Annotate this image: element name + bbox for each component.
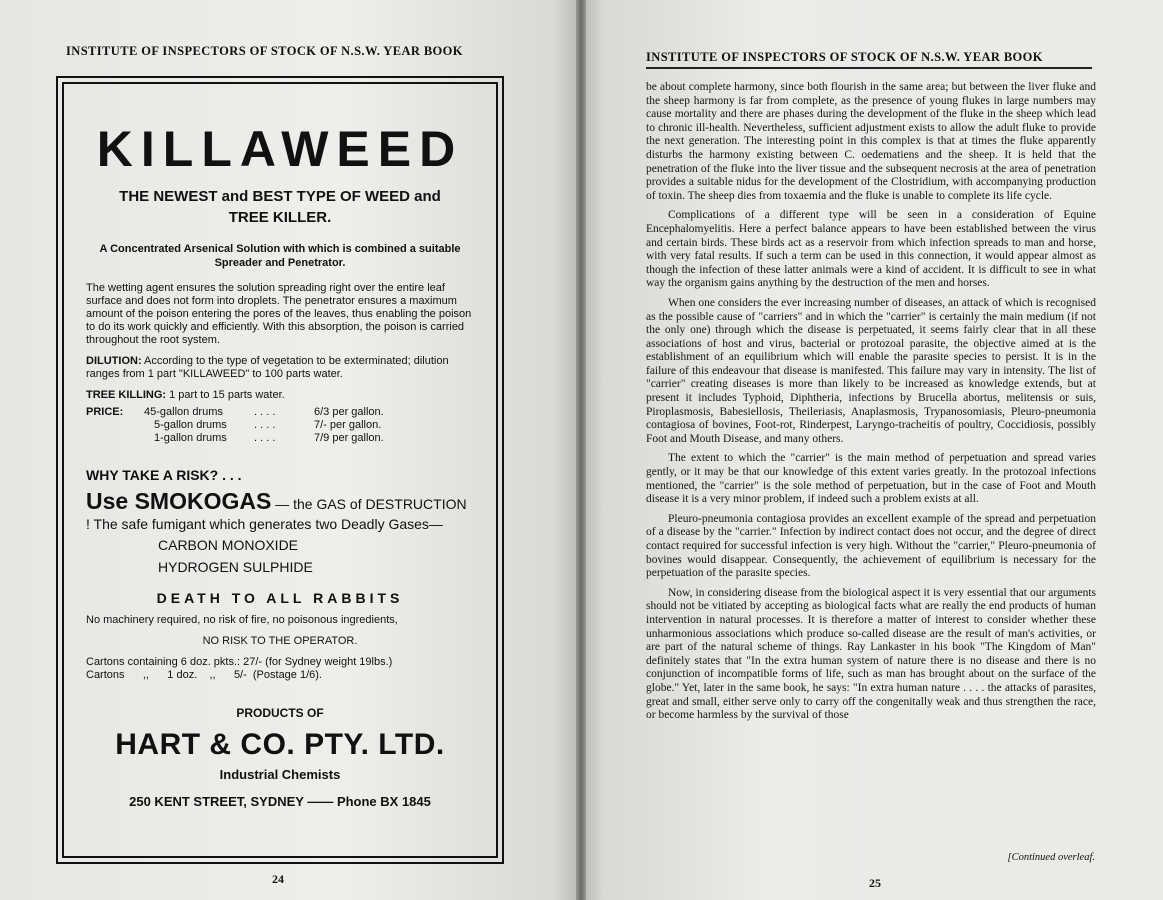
price-item: 5-gallon drums xyxy=(154,419,227,431)
dilution-text xyxy=(86,355,474,381)
book-gutter xyxy=(576,0,586,900)
gas-hydrogen-sulphide: HYDROGEN SULPHIDE xyxy=(158,559,313,575)
death-to-rabbits: DEATH TO ALL RABBITS xyxy=(156,590,404,606)
price-value: 6/3 per gallon. xyxy=(314,406,384,418)
risk-heading: WHY TAKE A RISK? . . . xyxy=(86,467,242,483)
price-item: 1-gallon drums xyxy=(154,432,227,444)
article-paragraph: When one considers the ever increasing number of diseases, an attack of which is recognised as the possible cause of "carriers" and in which the "carrier" is certainly the main medium (if not the only one) through which the disease is perpetuated, it seems fairly clear that in all these associations of host and virus, bacterial or protozoal parasite, the objective aimed at is the establishment of an equilibrium which will enable the parasite species to persist. It is in the failure of this endeavour that disease is manifested. This failure may vary in intensity. The list of "carrier" creating diseases is more than likely to be increased as knowledge extends, but at present it includes Typhoid, Diphtheria, infections by Brucella abortus, melitensis or suis, Piroplasmosis, Babesiellosis, Theileriasis, Anaplasmosis, Trypanosomiasis, Pleuro-pneumonia contagiosa of bovines, Foot-rot, Rinderpest, Laryngo-tracheitis of poultry, Coccidiosis, possibly Foot and Mouth Disease, and many others. xyxy=(646,296,1096,445)
price-value: 7/9 per gallon. xyxy=(314,432,384,444)
price-row xyxy=(86,419,474,432)
company-name: HART & CO. PTY. LTD. xyxy=(115,728,445,761)
smokogas-brand: Use SMOKOGAS xyxy=(86,488,272,514)
price-row xyxy=(86,432,474,445)
company-address: 250 KENT STREET, SYDNEY —— Phone BX 1845 xyxy=(129,794,431,809)
advertisement xyxy=(62,82,498,858)
ad-body xyxy=(86,282,474,445)
tree-killing-label: TREE KILLING: xyxy=(86,389,167,401)
dilution-detail: According to the type of vegetation to be exterminated; dilution ranges from 1 part "KILLAWEED" to 100 parts water. xyxy=(86,355,449,380)
cartons-line-2: Cartons ,, 1 doz. ,, 5/- (Postage 1/6). xyxy=(86,669,322,681)
right-running-head: INSTITUTE OF INSPECTORS OF STOCK OF N.S.W. YEAR BOOK xyxy=(646,50,1092,69)
left-page xyxy=(0,0,576,900)
price-dots: . . . . xyxy=(254,419,276,431)
ad-tagline: THE NEWEST and BEST TYPE OF WEED and TREE KILLER. xyxy=(119,188,441,226)
price-dots: . . . . xyxy=(254,432,276,444)
price-label: PRICE: xyxy=(86,406,124,418)
price-item: 45-gallon drums xyxy=(144,406,223,418)
article-paragraph: Pleuro-pneumonia contagiosa provides an excellent example of the spread and perpetuation of a disease by the "carrier." Infection by indirect contact does not occur, and the degree of direct contact required for successful infection is very high. Without the "carrier," Pleuro-pneumonia of bovines would disappear. Consequently, the achievement of equilibrium is necessary for the perpetuation of the parasite species. xyxy=(646,512,1096,580)
industrial-chemists: Industrial Chemists xyxy=(219,767,341,782)
smokogas-text xyxy=(86,488,474,534)
article-paragraph: The extent to which the "carrier" is the main method of perpetuation and spread varies gently, or it may be that our knowledge of this extent varies greatly. In the protozoal infections mentioned, the "carrier" is the sole method of perpetuation, but in the case of Foot and Mouth disease it is a very minor problem, if indeed such a problem exists at all. xyxy=(646,452,1096,506)
left-page-number: 24 xyxy=(272,872,284,886)
dilution-label: DILUTION: xyxy=(86,355,142,367)
price-row xyxy=(86,406,474,419)
left-running-head: INSTITUTE OF INSPECTORS OF STOCK OF N.S.W. YEAR BOOK xyxy=(66,44,463,58)
article-paragraph: be about complete harmony, since both flourish in the same area; but between the liver fluke and the sheep harmony is far from complete, as the presence of young flukes in large numbers may cause mortality and there are phases during the development of the fluke in the sheep which lead to chronic ill-health. Nevertheless, sufficient adjustment exists to allow the adult fluke to provide the next generation. The interesting point in this complex is that at times the fluke apparently disturbs the harmony existing between C. oedematiens and the sheep. It is held that the penetration of the fluke into the liver tissue and the subsequent necrosis at the area of penetration provides a suitable nidus for the development of the Clostridium, with accompanying production of toxin. The sheep dies from toxaemia and the fluke is unable to complete its life cycle. xyxy=(646,81,1096,202)
article-paragraph: Complications of a different type will be seen in a consideration of Equine Encephalomyelitis. Here a perfect balance appears to have been established between the virus and certain birds. These birds act as a reservoir from which infection spreads to man and horse, with very fatal results. If such a term can be used in this connection, it would appear almost as though the infection of these latter animals were a kind of accident. It is difficult to see in what way the organism gains anything by the destruction of the men and horses. xyxy=(646,209,1096,290)
no-machinery: No machinery required, no risk of fire, no poisonous ingredients, xyxy=(86,614,398,626)
continued-overleaf: [Continued overleaf. xyxy=(1007,852,1095,863)
ad-description: The wetting agent ensures the solution spreading right over the entire leaf surface and does not form into droplets. The penetrator ensures a maximum amount of the poison entering the pores of the leaves, thus enabling the poison to do its work quickly and efficiently. With this absorption, the poison is carried throughout the root system. xyxy=(86,282,472,346)
right-page-number: 25 xyxy=(869,876,881,890)
right-page xyxy=(586,0,1163,900)
price-dots: . . . . xyxy=(254,406,276,418)
gas-carbon-monoxide: CARBON MONOXIDE xyxy=(158,537,299,553)
tree-killing-detail: 1 part to 15 parts water. xyxy=(166,389,285,401)
advertisement-frame xyxy=(56,76,504,864)
article-paragraph: Now, in considering disease from the biological aspect it is very essential that our arguments should not be vitiated by accepting as biological facts what are really the end products of human intervention in natural processes. It is therefore a matter of interest to consider whether these unharmonious associations which produce so-called disease are the result of man's activities, or are part of the natural scheme of things. Ray Lankaster in his book "The Kingdom of Man" definitely states that "In the extra human system of nature there is no disease and there is no conjunction of incompatible forms of life, such as man has brought about on the surface of the globe." Yet, later in the same book, he says: "In extra human nature . . . . the attacks of parasites, great and small, either serve only to carry off the congenitally weak and thus strengthen the race, or become harmless by the survival of those xyxy=(646,586,1096,722)
cartons-line-1: Cartons containing 6 doz. pkts.: 27/- (for Sydney weight 19lbs.) xyxy=(86,656,393,668)
article-body xyxy=(646,81,1096,729)
killaweed-brand: KILLAWEED xyxy=(96,121,464,177)
products-of: PRODUCTS OF xyxy=(236,706,324,720)
tree-killing-text xyxy=(86,389,474,402)
smokogas-detail: — the GAS of DESTRUCTION ! The safe fumigant which generates two Deadly Gases— xyxy=(86,496,467,532)
no-risk: NO RISK TO THE OPERATOR. xyxy=(202,635,358,647)
ad-subheading: A Concentrated Arsenical Solution with which is combined a suitable Spreader and Penetrator. xyxy=(99,243,461,269)
price-value: 7/- per gallon. xyxy=(314,419,382,431)
